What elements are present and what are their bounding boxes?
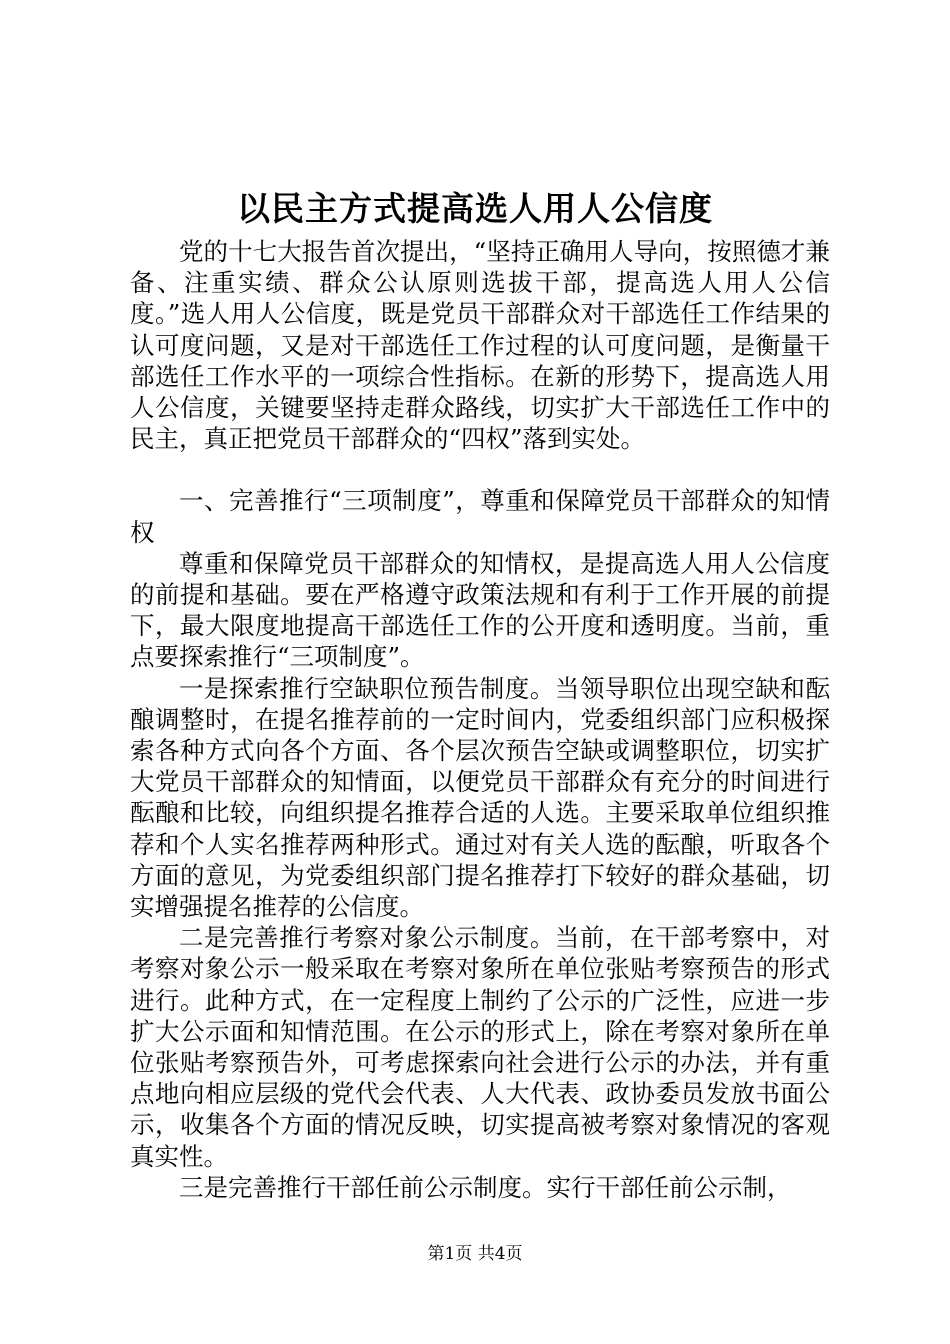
paragraph-spacer [130, 454, 830, 485]
body-paragraph: 一是探索推行空缺职位预告制度。当领导职位出现空缺和酝酿调整时，在提名推荐前的一定时间内，党委组织部门应积极探索各种方式向各个方面、各个层次预告空缺或调整职位，切实扩大党员干部群众的知情面，以便党员干部群众有充分的时间进行酝酿和比较，向组织提名推荐合适的人选。主要采取单位组织推荐和个人实名推荐两种形式。通过对有关人选的酝酿，听取各个方面的意见，为党委组织部门提名推荐打下较好的群众基础，切实增强提名推荐的公信度。 [130, 673, 830, 922]
section-heading: 一、完善推行“三项制度”，尊重和保障党员干部群众的知情权 [130, 486, 830, 547]
document-title: 以民主方式提高选人用人公信度 [237, 189, 713, 228]
intro-paragraph: 党的十七大报告首次提出，“坚持正确用人导向，按照德才兼备、注重实绩、群众公认原则选拔干部，提高选人用人公信度。”选人用人公信度，既是党员干部群众对干部选任工作结果的认可度问题，又是对干部选任工作过程的认可度问题，是衡量干部选任工作水平的一项综合性指标。在新的形势下，提高选人用人公信度，关键要坚持走群众路线，切实扩大干部选任工作中的民主，真正把党员干部群众的“四权”落到实处。 [130, 237, 830, 454]
page-number-footer: 第1页 共4页 [427, 1244, 523, 1264]
body-paragraph: 三是完善推行干部任前公示制度。实行干部任前公示制， [179, 1172, 792, 1202]
body-paragraph: 尊重和保障党员干部群众的知情权，是提高选人用人公信度的前提和基础。要在严格遵守政策法规和有利于工作开展的前提下，最大限度地提高干部选任工作的公开度和透明度。当前，重点要探索推行“三项制度”。 [130, 548, 830, 672]
body-paragraph: 二是完善推行考察对象公示制度。当前，在干部考察中，对考察对象公示一般采取在考察对象所在单位张贴考察预告的形式进行。此种方式，在一定程度上制约了公示的广泛性，应进一步扩大公示面和知情范围。在公示的形式上，除在考察对象所在单位张贴考察预告外，可考虑探索向社会进行公示的办法，并有重点地向相应层级的党代会代表、人大代表、政协委员发放书面公示，收集各个方面的情况反映，切实提高被考察对象情况的客观真实性。 [130, 923, 830, 1171]
document-body [130, 236, 830, 1203]
